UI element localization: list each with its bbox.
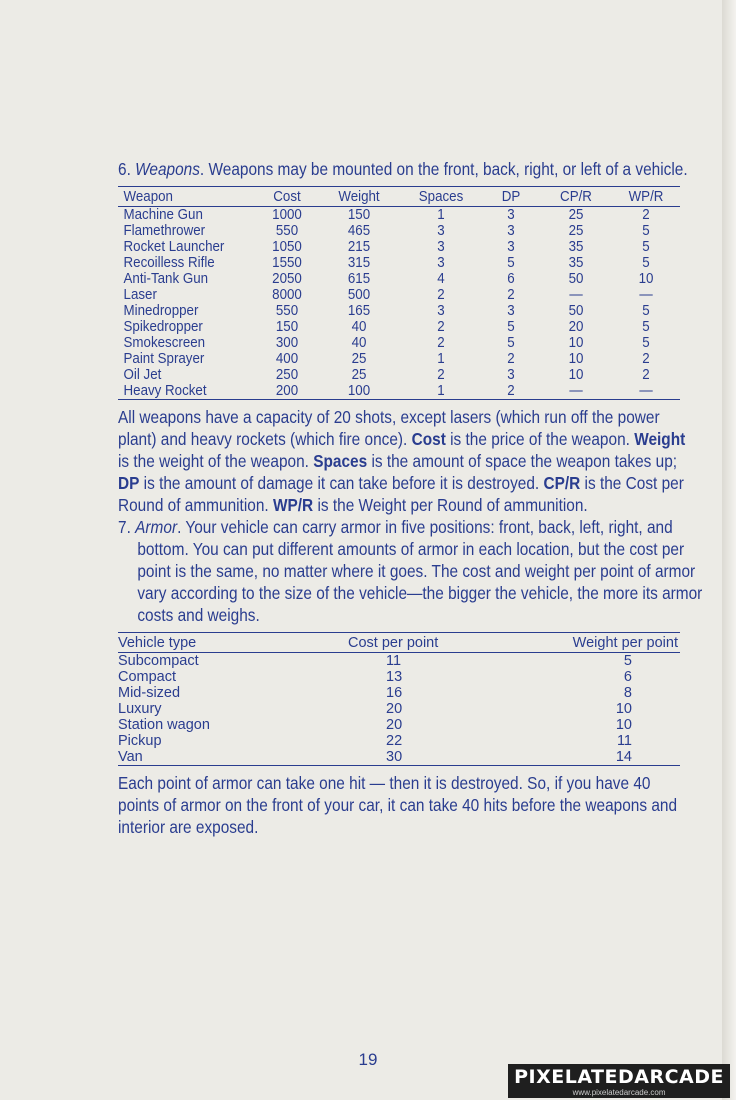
armor-header-row bbox=[118, 633, 680, 653]
weapon-name: Paint Sprayer bbox=[123, 351, 205, 367]
weapon-spaces: 3 bbox=[437, 255, 445, 271]
cost-per-point: 20 bbox=[386, 717, 403, 733]
term-cpr: CP/R bbox=[543, 473, 581, 493]
weapon-cost: 550 bbox=[275, 223, 299, 239]
col-header-spaces: Spaces bbox=[403, 187, 478, 207]
weapon-name: Oil Jet bbox=[123, 367, 162, 383]
table-row bbox=[118, 685, 680, 701]
weapon-wpr: 5 bbox=[642, 223, 650, 239]
weapon-cost: 550 bbox=[275, 303, 299, 319]
page-content bbox=[118, 158, 703, 838]
weapons-explanation bbox=[118, 406, 688, 516]
term-wpr: WP/R bbox=[272, 495, 314, 515]
weapon-cpr: 35 bbox=[568, 255, 584, 271]
table-row bbox=[118, 223, 680, 239]
weapon-dp: 3 bbox=[507, 207, 515, 223]
weapon-dp: 3 bbox=[507, 223, 515, 239]
table-row bbox=[118, 319, 680, 335]
weapon-spaces: 2 bbox=[437, 367, 445, 383]
weapon-name: Smokescreen bbox=[123, 335, 206, 351]
weapon-weight: 615 bbox=[347, 271, 371, 287]
page-edge bbox=[722, 0, 736, 1100]
table-row bbox=[118, 669, 680, 685]
vehicle-type: Compact bbox=[118, 669, 177, 685]
cost-per-point: 13 bbox=[386, 669, 403, 685]
site-watermark bbox=[508, 1064, 730, 1098]
weapon-weight: 215 bbox=[347, 239, 371, 255]
section-6-number: 6. bbox=[118, 159, 131, 179]
weapon-cpr: 25 bbox=[568, 223, 584, 239]
col-header-cost: Cost bbox=[258, 187, 315, 207]
weapon-dp: 3 bbox=[507, 303, 515, 319]
weapon-dp: 5 bbox=[507, 319, 515, 335]
cost-per-point: 30 bbox=[386, 749, 403, 765]
weight-per-point: 8 bbox=[623, 685, 632, 701]
table-row bbox=[118, 749, 680, 766]
def-dp: is the amount of damage it can take before it is destroyed. bbox=[143, 473, 540, 493]
term-weight: Weight bbox=[634, 429, 686, 449]
weapon-wpr: — bbox=[639, 383, 653, 399]
page-number: 19 bbox=[358, 1050, 378, 1069]
weapon-name: Minedropper bbox=[123, 303, 199, 319]
def-spaces: is the amount of space the weapon takes up; bbox=[371, 451, 678, 471]
table-row bbox=[118, 383, 680, 400]
weapon-weight: 100 bbox=[347, 383, 371, 399]
col-header-wpr: WP/R bbox=[615, 187, 678, 207]
weapon-dp: 5 bbox=[507, 335, 515, 351]
weapon-cpr: 10 bbox=[568, 335, 584, 351]
weapon-wpr: — bbox=[639, 287, 653, 303]
section-6-heading: Weapons bbox=[135, 159, 200, 179]
col-header-cpr: CP/R bbox=[543, 187, 609, 207]
weapon-weight: 465 bbox=[347, 223, 371, 239]
watermark-url: www.pixelatedarcade.com bbox=[572, 1088, 666, 1097]
weapon-name: Laser bbox=[123, 287, 157, 303]
weapon-weight: 315 bbox=[347, 255, 371, 271]
weight-per-point: 11 bbox=[616, 733, 632, 749]
section-7-number: 7. bbox=[118, 517, 131, 537]
table-row bbox=[118, 701, 680, 717]
weapon-spaces: 3 bbox=[437, 239, 445, 255]
cost-per-point: 22 bbox=[386, 733, 403, 749]
weapon-cpr: — bbox=[569, 383, 583, 399]
table-row bbox=[118, 733, 680, 749]
weapon-weight: 25 bbox=[351, 367, 367, 383]
weapon-spaces: 1 bbox=[437, 207, 445, 223]
table-row bbox=[118, 287, 680, 303]
weapon-weight: 25 bbox=[351, 351, 367, 367]
weapon-name: Heavy Rocket bbox=[123, 383, 207, 399]
weapon-name: Flamethrower bbox=[123, 223, 206, 239]
weapon-cpr: 25 bbox=[568, 207, 584, 223]
weapon-weight: 40 bbox=[351, 335, 367, 351]
weapon-cpr: 50 bbox=[568, 271, 584, 287]
weapon-cost: 1050 bbox=[272, 239, 302, 255]
def-cpr: is the Cost per Round of ammunition. bbox=[118, 473, 684, 515]
weapon-cost: 250 bbox=[275, 367, 299, 383]
weapon-cpr: — bbox=[569, 287, 583, 303]
weapon-name: Recoilless Rifle bbox=[123, 255, 215, 271]
weapon-wpr: 5 bbox=[642, 335, 650, 351]
weapon-wpr: 5 bbox=[642, 255, 650, 271]
def-cost: is the price of the weapon. bbox=[450, 429, 630, 449]
weapon-name: Rocket Launcher bbox=[123, 239, 225, 255]
cost-per-point: 11 bbox=[386, 653, 402, 669]
weapon-spaces: 1 bbox=[437, 351, 445, 367]
section-6-paragraph: 6. Weapons. Weapons may be mounted on the front, back, right, or left of a vehicle. bbox=[118, 159, 688, 179]
weight-per-point: 6 bbox=[623, 669, 632, 685]
def-wpr: is the Weight per Round of ammunition. bbox=[317, 495, 588, 515]
vehicle-type: Van bbox=[118, 749, 143, 765]
weapons-intro-text: All weapons have a capacity of 20 shots, except lasers (which run off the power plant) and heavy rockets (which fire once). bbox=[118, 407, 660, 449]
table-row bbox=[118, 207, 680, 224]
weapon-spaces: 2 bbox=[437, 287, 445, 303]
weapon-wpr: 5 bbox=[642, 239, 650, 255]
term-spaces: Spaces bbox=[313, 451, 368, 471]
vehicle-type: Pickup bbox=[118, 733, 162, 749]
weapon-dp: 2 bbox=[507, 351, 515, 367]
vehicle-type: Subcompact bbox=[118, 653, 199, 669]
weapon-wpr: 10 bbox=[638, 271, 654, 287]
weapon-spaces: 4 bbox=[437, 271, 445, 287]
col-header-vehicle-type: Vehicle type bbox=[118, 633, 348, 653]
table-row bbox=[118, 303, 680, 319]
cost-per-point: 20 bbox=[386, 701, 403, 717]
weapon-name: Machine Gun bbox=[123, 207, 203, 223]
term-dp: DP bbox=[118, 473, 140, 493]
weapon-cost: 8000 bbox=[272, 287, 302, 303]
term-cost: Cost bbox=[411, 429, 446, 449]
table-row bbox=[118, 255, 680, 271]
weapon-weight: 150 bbox=[347, 207, 371, 223]
weight-per-point: 10 bbox=[615, 717, 632, 733]
armor-table bbox=[118, 632, 680, 766]
weapon-cost: 150 bbox=[275, 319, 299, 335]
table-row bbox=[118, 367, 680, 383]
weight-per-point: 5 bbox=[623, 653, 632, 669]
weapon-weight: 165 bbox=[347, 303, 371, 319]
weapon-cost: 200 bbox=[275, 383, 299, 399]
weapon-wpr: 2 bbox=[642, 207, 650, 223]
weapon-weight: 40 bbox=[351, 319, 367, 335]
weapon-cpr: 35 bbox=[568, 239, 584, 255]
section-7-heading: Armor bbox=[135, 517, 178, 537]
weapon-cost: 2050 bbox=[272, 271, 302, 287]
weapon-wpr: 2 bbox=[642, 367, 650, 383]
weapon-cost: 1550 bbox=[272, 255, 302, 271]
weapon-wpr: 5 bbox=[642, 319, 650, 335]
cost-per-point: 16 bbox=[386, 685, 403, 701]
table-row bbox=[118, 271, 680, 287]
col-header-weight-per-point: Weight per point bbox=[548, 633, 680, 653]
weapon-cost: 400 bbox=[275, 351, 299, 367]
weapon-dp: 2 bbox=[507, 383, 515, 399]
weapon-spaces: 3 bbox=[437, 303, 445, 319]
weapon-cpr: 10 bbox=[568, 351, 584, 367]
armor-note: Each point of armor can take one hit — then it is destroyed. So, if you have 40 points of armor on the front of your car, it can take 40 hits before the weapons and interior are exposed. bbox=[118, 773, 678, 837]
weapon-wpr: 5 bbox=[642, 303, 650, 319]
weapon-weight: 500 bbox=[347, 287, 371, 303]
col-header-dp: DP bbox=[484, 187, 537, 207]
weapon-dp: 3 bbox=[507, 239, 515, 255]
weapon-spaces: 2 bbox=[437, 319, 445, 335]
weapon-spaces: 2 bbox=[437, 335, 445, 351]
table-row bbox=[118, 653, 680, 670]
weapon-spaces: 3 bbox=[437, 223, 445, 239]
table-row bbox=[118, 351, 680, 367]
section-6-text: Weapons may be mounted on the front, back, right, or left of a vehicle. bbox=[208, 159, 688, 179]
weapon-name: Spikedropper bbox=[123, 319, 203, 335]
weapon-cost: 300 bbox=[275, 335, 299, 351]
weight-per-point: 14 bbox=[615, 749, 632, 765]
weapon-cpr: 50 bbox=[568, 303, 584, 319]
weapon-wpr: 2 bbox=[642, 351, 650, 367]
weight-per-point: 10 bbox=[615, 701, 632, 717]
vehicle-type: Mid-sized bbox=[118, 685, 181, 701]
table-row bbox=[118, 335, 680, 351]
vehicle-type: Station wagon bbox=[118, 717, 210, 733]
table-row bbox=[118, 717, 680, 733]
vehicle-type: Luxury bbox=[118, 701, 162, 717]
weapon-name: Anti-Tank Gun bbox=[123, 271, 209, 287]
weapon-dp: 6 bbox=[507, 271, 515, 287]
weapon-cpr: 10 bbox=[568, 367, 584, 383]
section-7-text: Your vehicle can carry armor in five positions: front, back, left, right, and bottom. You can put different amounts of armor in each location, but the cost per point is the same, no matter where it goes. The cost and weight per point of armor vary according to the size of the vehicle—the bigger the vehicle, the more its armor costs and weighs. bbox=[137, 517, 703, 625]
weapon-dp: 5 bbox=[507, 255, 515, 271]
col-header-cost-per-point: Cost per point bbox=[348, 633, 548, 653]
weapon-dp: 3 bbox=[507, 367, 515, 383]
weapon-cpr: 20 bbox=[568, 319, 584, 335]
weapon-spaces: 1 bbox=[437, 383, 445, 399]
def-weight: is the weight of the weapon. bbox=[118, 451, 309, 471]
col-header-weight: Weight bbox=[321, 187, 396, 207]
weapon-dp: 2 bbox=[507, 287, 515, 303]
watermark-title: PIXELATEDARCADE bbox=[514, 1066, 724, 1088]
section-7-paragraph: 7. Armor. Your vehicle can carry armor in five positions: front, back, left, right, and bottom. You can put different amounts of armor in each location, but the cost per point is the same, no matter where it goes. The cost and weight per point of armor vary according to the size of the vehicle—the bigger the vehicle, the more its armor costs and weighs. bbox=[118, 517, 703, 625]
col-header-weapon: Weapon bbox=[124, 187, 251, 207]
table-row bbox=[118, 239, 680, 255]
weapons-header-row bbox=[118, 187, 680, 207]
weapons-table bbox=[118, 186, 680, 400]
weapon-cost: 1000 bbox=[272, 207, 302, 223]
